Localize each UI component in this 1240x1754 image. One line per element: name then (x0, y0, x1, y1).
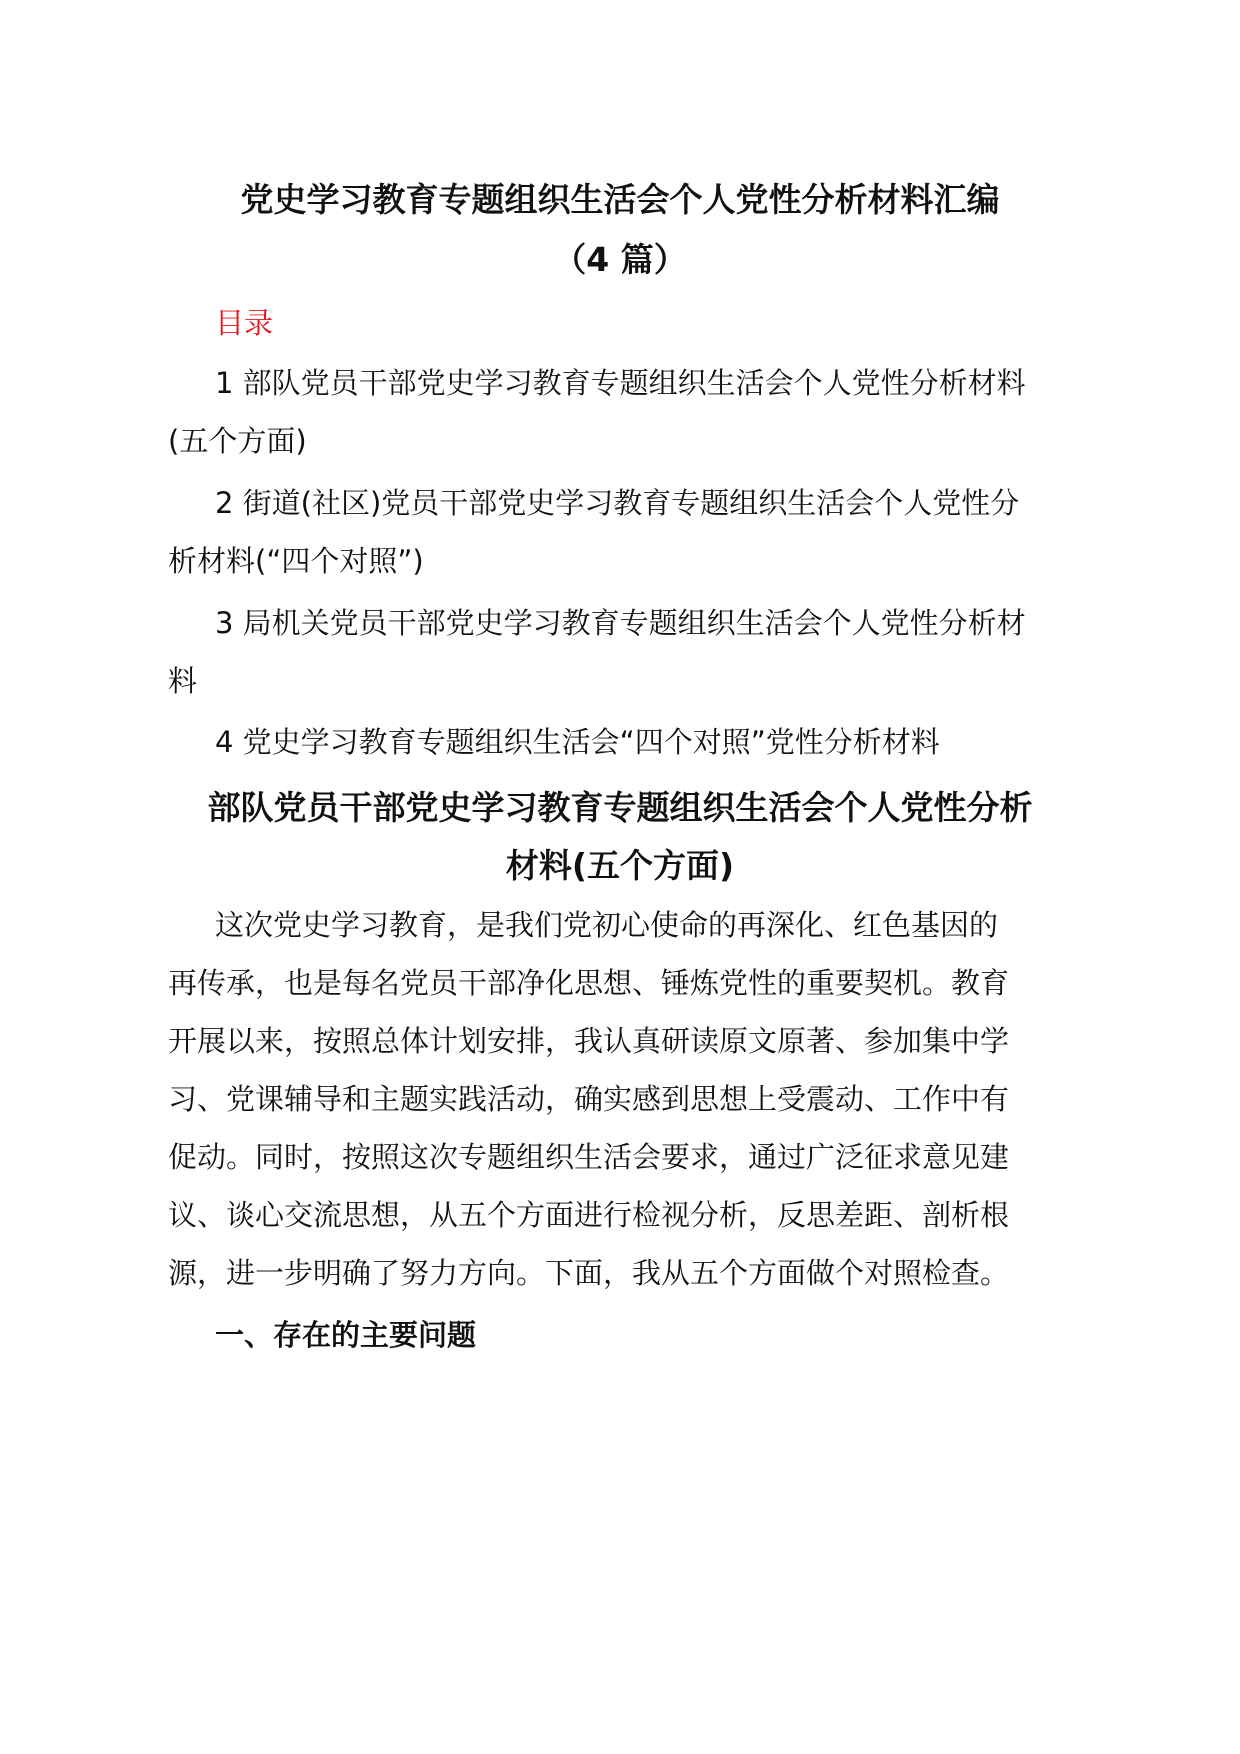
document-title-line2: （4 篇） (553, 240, 687, 279)
toc-item-3-line1: 3 局机关党员干部党史学习教育专题组织生活会个人党性分析材 (215, 606, 1026, 640)
document-title-line1: 党史学习教育专题组织生活会个人党性分析材料汇编 (240, 180, 1000, 219)
toc-heading: 目录 (215, 306, 274, 340)
paragraph-line-4: 习、党课辅导和主题实践活动，确实感到思想上受震动、工作中有 (168, 1082, 1010, 1116)
toc-item-1-line1: 1 部队党员干部党史学习教育专题组织生活会个人党性分析材料 (215, 366, 1026, 400)
paragraph-line-7: 源，进一步明确了努力方向。下面，我从五个方面做个对照检查。 (168, 1256, 1010, 1290)
subheading-main-problems: 一、存在的主要问题 (215, 1318, 477, 1352)
toc-item-4-line1: 4 党史学习教育专题组织生活会“四个对照”党性分析材料 (215, 725, 940, 759)
toc-item-1-line2: (五个方面) (168, 424, 307, 458)
section-title-line1: 部队党员干部党史学习教育专题组织生活会个人党性分析 (207, 788, 1033, 827)
toc-item-3-line2: 料 (168, 664, 198, 698)
section-title-line2: 材料(五个方面) (505, 846, 735, 885)
toc-item-2-line1: 2 街道(社区)党员干部党史学习教育专题组织生活会个人党性分 (215, 486, 1020, 520)
paragraph-line-2: 再传承，也是每名党员干部净化思想、锤炼党性的重要契机。教育 (168, 966, 1010, 1000)
paragraph-line-6: 议、谈心交流思想，从五个方面进行检视分析，反思差距、剖析根 (168, 1198, 1010, 1232)
paragraph-line-1: 这次党史学习教育，是我们党初心使命的再深化、红色基因的 (215, 908, 999, 942)
paragraph-line-3: 开展以来，按照总体计划安排，我认真研读原文原著、参加集中学 (168, 1024, 1010, 1058)
paragraph-line-5: 促动。同时，按照这次专题组织生活会要求，通过广泛征求意见建 (168, 1140, 1010, 1174)
toc-item-2-line2: 析材料(“四个对照”) (168, 544, 424, 578)
